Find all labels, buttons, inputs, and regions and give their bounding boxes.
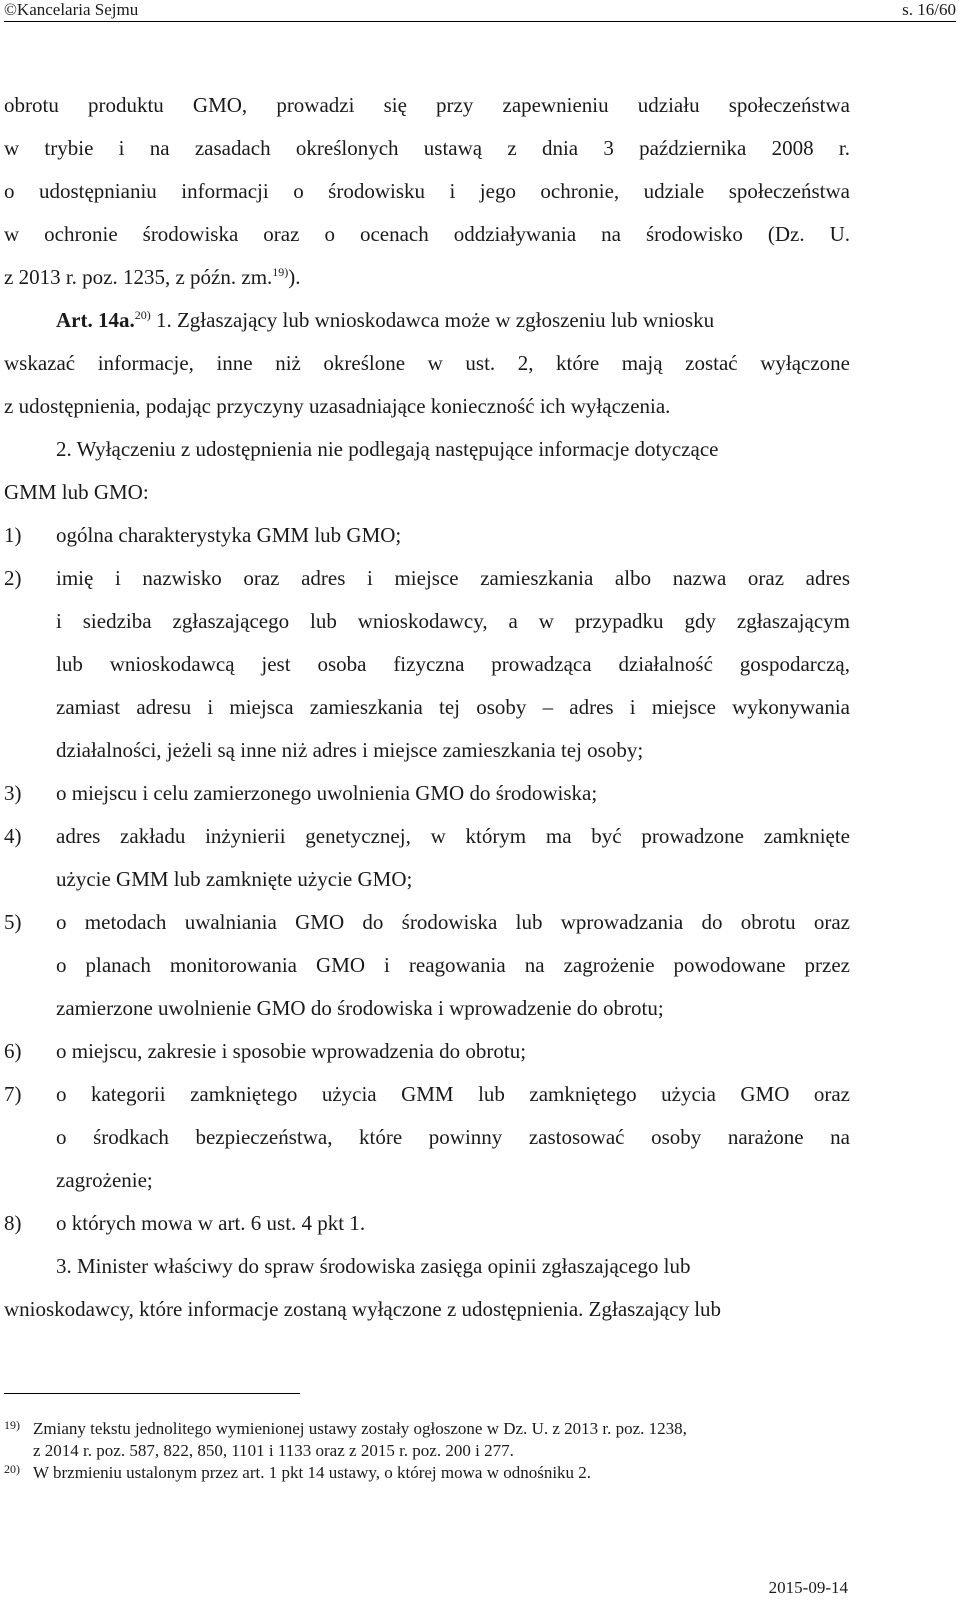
list-item-line: o planach monitorowania GMO i reagowania na zagrożenie powodowane przez (56, 953, 850, 977)
footnote-ref: 19) (272, 265, 289, 279)
list-item-text (56, 772, 850, 815)
list-item (4, 1030, 850, 1073)
list-item-line: o których mowa w art. 6 ust. 4 pkt 1. (56, 1211, 366, 1235)
list-item-line: ogólna charakterystyka GMM lub GMO; (56, 523, 402, 547)
list-item-number: 1) (4, 523, 22, 547)
list-item (4, 815, 850, 901)
footnote (4, 1462, 850, 1484)
list-item-number: 3) (4, 781, 22, 805)
list-item-line: zamiast adresu i miejsca zamieszkania tej osoby – adres i miejsce wykonywania (56, 695, 850, 719)
list-item-text (56, 557, 850, 772)
list-item (4, 1073, 850, 1202)
list-item-line: i siedziba zgłaszającego lub wnioskodawcy, a w przypadku gdy zgłaszającym (56, 609, 850, 633)
text-span: 1. Zgłaszający lub wnioskodawca może w zgłoszeniu lub wniosku (150, 308, 715, 332)
text-line: obrotu produktu GMO, prowadzi się przy zapewnieniu udziału społeczeństwa (4, 93, 850, 117)
list-item-line: o środkach bezpieczeństwa, które powinny zastosować osoby narażone na (56, 1125, 850, 1149)
text-line: wnioskodawcy, które informacje zostaną wyłączone z udostępnienia. Zgłaszający lub (4, 1297, 722, 1321)
text-line: z udostępnienia, podając przyczyny uzasadniające konieczność ich wyłączenia. (4, 394, 671, 418)
page-header (0, 0, 960, 22)
list-item-line: imię i nazwisko oraz adres i miejsce zamieszkania albo nazwa oraz adres (56, 566, 850, 590)
list-item (4, 772, 850, 815)
list-item-text (56, 1030, 850, 1073)
list-item-number: 5) (4, 910, 22, 934)
list-item (4, 901, 850, 1030)
text-line: 2. Wyłączeniu z udostępnienia nie podlegają następujące informacje dotyczące (56, 437, 719, 461)
list-item-line: zamierzone uwolnienie GMO do środowiska i wprowadzenie do obrotu; (56, 996, 664, 1020)
list-item (4, 1202, 850, 1245)
text-line: GMM lub GMO: (4, 480, 149, 504)
footnote (4, 1418, 850, 1462)
footnote-line: W brzmieniu ustalonym przez art. 1 pkt 14 ustawy, o której mowa w odnośniku 2. (33, 1463, 592, 1482)
list-item-line: o kategorii zamkniętego użycia GMM lub zamkniętego użycia GMO oraz (56, 1082, 850, 1106)
list-item (4, 514, 850, 557)
list-item-line: o miejscu i celu zamierzonego uwolnienia GMO do środowiska; (56, 781, 598, 805)
list-item-line: o miejscu, zakresie i sposobie wprowadzenia do obrotu; (56, 1039, 527, 1063)
enumerated-list (4, 514, 850, 1245)
list-item-line: użycie GMM lub zamknięte użycie GMO; (56, 867, 413, 891)
page-number: s. 16/60 (902, 0, 956, 19)
header-divider (4, 21, 956, 22)
list-item-text (56, 901, 850, 1030)
text-line: wskazać informacje, inne niż określone w ust. 2, które mają zostać wyłączone (4, 351, 850, 375)
article-label: Art. 14a. (56, 308, 135, 332)
text-line: o udostępnianiu informacji o środowisku i jego ochronie, udziale społeczeństwa (4, 179, 850, 203)
footnote-text (33, 1418, 850, 1462)
list-item-text (56, 514, 850, 557)
footnote-line: z 2014 r. poz. 587, 822, 850, 1101 i 1133 oraz z 2015 r. poz. 200 i 277. (33, 1441, 514, 1460)
article-heading-line (4, 299, 850, 342)
text-line: w trybie i na zasadach określonych ustawą z dnia 3 października 2008 r. (4, 136, 850, 160)
list-item-line: działalności, jeżeli są inne niż adres i miejsce zamieszkania tej osoby; (56, 738, 644, 762)
list-item-text (56, 815, 850, 901)
footnote-text (33, 1462, 850, 1484)
document-body (4, 84, 850, 1331)
text-line: w ochronie środowiska oraz o ocenach oddziaływania na środowisko (Dz. U. (4, 222, 850, 246)
list-item-number: 2) (4, 566, 22, 590)
list-item-number: 6) (4, 1039, 22, 1063)
list-item-text (56, 1073, 850, 1202)
list-item-number: 7) (4, 1082, 22, 1106)
footnote-ref: 20) (134, 308, 151, 322)
text-span: ). (288, 265, 301, 289)
text-span: z 2013 r. poz. 1235, z późn. zm. (4, 265, 273, 289)
text-line (4, 256, 850, 299)
text-line: 3. Minister właściwy do spraw środowiska zasięga opinii zgłaszającego lub (56, 1254, 691, 1278)
footnote-line: Zmiany tekstu jednolitego wymienionej ustawy zostały ogłoszone w Dz. U. z 2013 r. poz. 1238, (33, 1419, 687, 1438)
footnote-number: 19) (4, 1418, 20, 1432)
footnote-number: 20) (4, 1462, 20, 1476)
footnote-divider (4, 1393, 300, 1394)
list-item (4, 557, 850, 772)
copyright-label: ©Kancelaria Sejmu (4, 0, 139, 19)
list-item-text (56, 1202, 850, 1245)
list-item-number: 4) (4, 824, 22, 848)
list-item-line: lub wnioskodawcą jest osoba fizyczna prowadząca działalność gospodarczą, (56, 652, 850, 676)
list-item-line: adres zakładu inżynierii genetycznej, w którym ma być prowadzone zamknięte (56, 824, 850, 848)
list-item-line: o metodach uwalniania GMO do środowiska lub wprowadzania do obrotu oraz (56, 910, 850, 934)
list-item-line: zagrożenie; (56, 1168, 153, 1192)
footnotes (4, 1418, 850, 1484)
page-date: 2015-09-14 (768, 1578, 848, 1597)
list-item-number: 8) (4, 1211, 22, 1235)
